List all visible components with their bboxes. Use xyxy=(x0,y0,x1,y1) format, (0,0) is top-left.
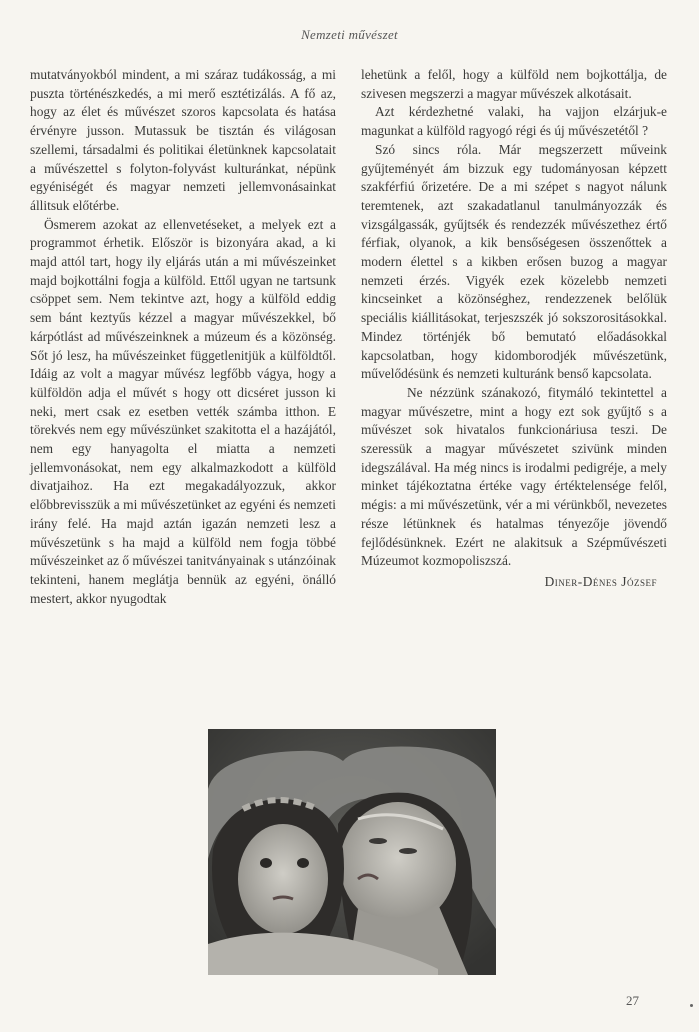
right-column xyxy=(361,66,667,592)
paragraph: lehetünk a felől, hogy a külföld nem bojkottálja, de szivesen megszerzi a magyar művészek alkotásait. xyxy=(361,67,667,101)
running-title: Nemzeti művészet xyxy=(301,27,398,42)
paragraph: mutatványokból mindent, a mi száraz tudákosság, a mi puszta történészkedés, a mi merő esztétizálás. A fő az, hogy az élet és művészet szoros kapcsolata és hatása érvényre jusson. Mutassuk be tisztán és világosan szellemi, társadalmi és politikai életünknek kapcsolatait a művészettel s folyton-folyvást kulturánkat, népünk egyéniségét és magyar nemzeti jellemvonásainkat állitsuk előtérbe. xyxy=(30,67,336,213)
paragraph: Ösmerem azokat az ellenvetéseket, a melyek ezt a programmot érhetik. Először is bizonyára akad, a ki majd attól tart, hogy ily eljárás után a mi művészeinket majd bojkottálni fogja a külföld. Ettől ugyan ne tartsunk csöppet sem. Nem tekintve azt, hogy a külföld eddig sem bánt keztyűs kézzel a magyar művészekkel, bő kárpótlást ad művészeinknek a múzeum és a közönség. Sőt jó lesz, ha művészeinket függetlenitjük a külföldtől. Idáig az volt a magyar művész legfőbb vágya, hogy a külföldön adja el művét s hogy ott dicséret jusson ki neki, mert csak ez esetben vették számba itthon. E törekvés nem egy művészünket szakitotta el a hazájától, nem egy hanyagolta el miatta a nemzeti jellemvonásokat, nem egy alkalmazkodott a külföld divatjaihoz. Ha ezt megakadályozzuk, akkor előbbrevisszük a mi művészetünket az egyéni és nemzeti irány felé. Ha majd aztán igazán nemzeti lesz a művészetünk s ha majd a külföld nem fogja többé művészeinket az ő művészei tanitványainak s utánzóinak tekinteni, hanem meglátja bennük az egyéni, önálló mestert, akkor nyugodtak xyxy=(30,216,336,606)
print-speck xyxy=(690,1004,693,1007)
author-signature: Diner-Dénes József xyxy=(544,573,657,589)
paragraph: Azt kérdezhetné valaki, ha vajjon elzárjuk-e magunkat a külföld ragyogó régi és új művészetétől ? xyxy=(361,104,667,139)
paragraph: Szó sincs róla. Már megszerzett műveink gyűjteményét ám bizzuk egy tudományosan képzett szakférfiú őrizetére. De a mi szépet s nagyot nálunk teremtenek, azt szakadatlanul tanulmányozzák és vizsgálgassák, gyűjtsék és rendezzék művészethez értő férfiak, olyanok, a kik bensőségesen összenőttek a modern élettel s a kikben erősen buzog a magyar nemzeti érzés. Vigyék ezek közelebb nemzeti kincseinket a közönséghez, rendezzenek belőlük speciális kiállitásokat, terjeszszék jó sokszorositásokkal. Mindez történjék bő bemutató előadásokkal kapcsolatban, hogy kidomborodjék művészetünk, művelődésünk és nemzeti kulturánk benső kapcsolata. xyxy=(361,141,667,382)
paragraph: Ne nézzünk szánakozó, fitymáló tekintettel a magyar művészetre, mint a hogy ezt sok gyűjtő s a művészet sok hivatalos funkcionáriusa teszi. De szeressük a magyar művészetet szivünk minden idegszálával. Ha még nincs is irodalmi pedigréje, a mely minket tájékoztatna értéke vagy értéktelensége felől, mégis: a mi művészetünk, vér a mi vérünkből, nevezetes része létünknek és hatalmas tényezője jövendő fejlődésünknek. Ezért ne alakitsuk a Szépművészeti Múzeumot kozmopoliszszá. xyxy=(361,384,667,569)
painting-illustration xyxy=(208,729,496,975)
page-number: 27 xyxy=(626,993,639,1008)
left-column xyxy=(30,66,336,608)
mother-and-child-painting-icon xyxy=(208,729,496,975)
